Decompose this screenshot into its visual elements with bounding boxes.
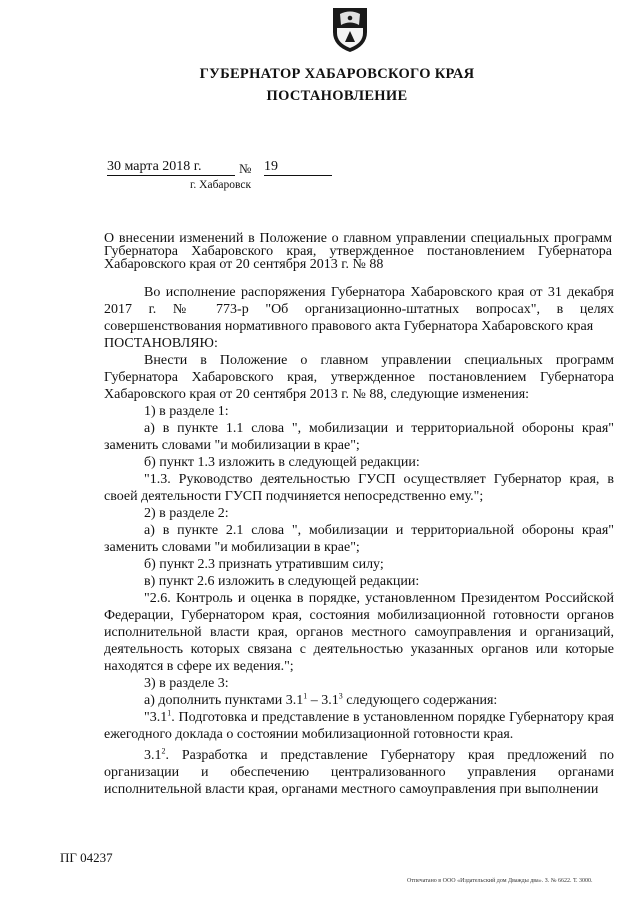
document-number: 19	[264, 159, 332, 176]
paragraph: б) пункт 1.3 изложить в следующей редакции:	[144, 455, 420, 470]
number-sign: №	[239, 161, 252, 176]
paragraph: 2) в разделе 2:	[144, 506, 229, 521]
document-code: ПГ 04237	[60, 850, 113, 865]
paragraph: $3.1^2$. Разработка и представление Губернатору края предложений по организации и обеспечению централизованного управления органами исполнительной власти края, органами местного самоуправления при выполнении	[104, 746, 614, 797]
authority-title: ГУБЕРНАТОР ХАБАРОВСКОГО КРАЯ	[199, 66, 475, 82]
printer-imprint: Отпечатано в ООО «Издательский дом Дважды два». З. № 6622. Т. 3000.	[407, 878, 593, 884]
paragraph: 1) в разделе 1:	[144, 404, 229, 419]
document-date: 30 марта 2018 г.	[107, 159, 235, 176]
paragraph: в) пункт 2.6 изложить в следующей редакции:	[144, 574, 420, 589]
document-city: г. Хабаровск	[190, 179, 252, 191]
paragraph: "$3.1^1$. Подготовка и представление в установленном порядке Губернатору края ежегодного доклада о состоянии мобилизационной готовности края.	[104, 708, 614, 742]
paragraph: Во исполнение распоряжения Губернатора Хабаровского края от 31 декабря 2017 г. № 773-р "Об организационно-штатных вопросах", в целях совершенствования нормативного правового акта Губернатора Хабаровского края	[104, 285, 614, 334]
coat-of-arms-emblem	[329, 6, 371, 54]
paragraph: а) дополнить пунктами $3.1^1 - 3.1^3$ следующего содержания:	[144, 691, 498, 708]
paragraph: "1.3. Руководство деятельностью ГУСП осуществляет Губернатор края, в своей деятельности ГУСП подчиняется непосредственно ему.";	[104, 472, 614, 504]
document-subject: О внесении изменений в Положение о главном управлении специальных программ Губернатора Хабаровского края, утвержденное постановлением Губернатора Хабаровского края от 20 сентября 2013 г. № 88	[104, 231, 612, 272]
resolution-word: ПОСТАНОВЛЯЮ:	[104, 336, 218, 351]
paragraph: Внести в Положение о главном управлении специальных программ Губернатора Хабаровского края, утвержденное постановлением Губернатора Хабаровского края от 20 сентября 2013 г. № 88, следующие изменения:	[104, 353, 614, 402]
paragraph: а) в пункте 1.1 слова ", мобилизации и территориальной обороны края" заменить словами "и мобилизации в крае";	[104, 421, 614, 453]
paragraph: 3) в разделе 3:	[144, 676, 229, 691]
paragraph: "2.6. Контроль и оценка в порядке, установленном Президентом Российской Федерации, Губернатором края, состояния мобилизационной готовности органов исполнительной власти края, органов местного самоуправления и организаций, деятельность которых связана с деятельностью указанных органов или которые находятся в сфере их ведения.";	[104, 591, 614, 674]
document-body	[104, 284, 614, 798]
document-type: ПОСТАНОВЛЕНИЕ	[266, 88, 408, 104]
paragraph: а) в пункте 2.1 слова ", мобилизации и территориальной обороны края" заменить словами "и мобилизации в крае";	[104, 523, 614, 555]
paragraph: б) пункт 2.3 признать утратившим силу;	[144, 557, 384, 572]
